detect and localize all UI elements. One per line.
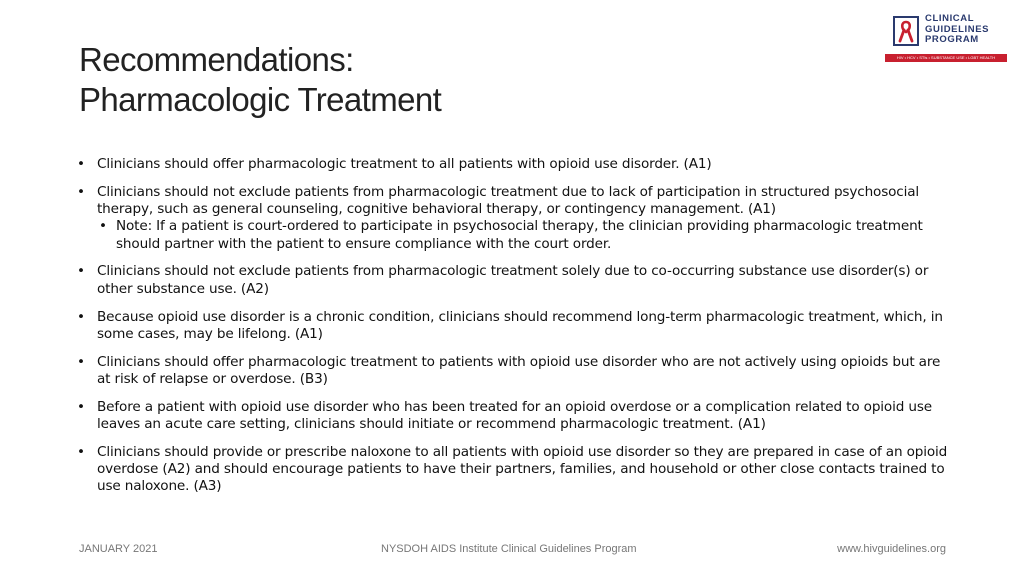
list-item bbox=[77, 399, 957, 434]
recommendation-list bbox=[77, 156, 957, 506]
bullet-icon: • bbox=[77, 443, 85, 460]
bullet-text: Before a patient with opioid use disorder who has been treated for an opioid overdose or a complication related to opioid use leaves an acute care setting, clinicians should initiate or recommend pharmacologic treatment. (A1) bbox=[97, 398, 932, 433]
bullet-text: Clinicians should offer pharmacologic treatment to all patients with opioid use disorder. (A1) bbox=[97, 156, 712, 172]
logo-line-2: GUIDELINES bbox=[925, 23, 990, 35]
clinical-guidelines-logo bbox=[885, 14, 1009, 64]
red-ribbon-icon bbox=[893, 16, 919, 46]
bullet-icon: • bbox=[77, 353, 85, 370]
logo-line-3: PROGRAM bbox=[925, 34, 979, 45]
bullet-icon: • bbox=[77, 263, 85, 280]
sub-bullet-text: Note: If a patient is court-ordered to participate in psychosocial therapy, the clinician providing pharmacologic treatment should partner with the patient to ensure compliance with the court order. bbox=[116, 218, 923, 252]
list-item bbox=[77, 354, 957, 389]
list-item bbox=[77, 444, 957, 496]
title-line-2: Pharmacologic Treatment bbox=[79, 81, 442, 118]
bullet-icon: • bbox=[77, 308, 85, 325]
bullet-icon: • bbox=[77, 398, 85, 415]
bullet-text: Clinicians should not exclude patients from pharmacologic treatment solely due to co-occurring substance use disorder(s) or other substance use. (A2) bbox=[97, 263, 929, 297]
footer-date: JANUARY 2021 bbox=[79, 543, 158, 555]
logo-tagline: HIV • HCV • STIs • SUBSTANCE USE • LGBT HEALTH bbox=[885, 54, 1007, 62]
footer-program: NYSDOH AIDS Institute Clinical Guidelines Program bbox=[381, 543, 637, 555]
bullet-icon: • bbox=[77, 183, 85, 200]
list-item bbox=[77, 263, 957, 298]
bullet-icon: • bbox=[77, 156, 85, 172]
list-item bbox=[77, 309, 957, 344]
bullet-text: Clinicians should offer pharmacologic treatment to patients with opioid use disorder who are not actively using opioids but are at risk of relapse or overdose. (B3) bbox=[97, 353, 941, 387]
list-item bbox=[77, 156, 957, 173]
logo-line-1: CLINICAL bbox=[925, 13, 975, 24]
list-item bbox=[77, 184, 957, 253]
slide-title bbox=[79, 40, 779, 120]
bullet-text: Clinicians should provide or prescribe naloxone to all patients with opioid use disorder so they are prepared in case of an opioid overdose (A2) and should encourage patients to have their partners, families, and household or other close contacts trained to use naloxone. (A3) bbox=[97, 443, 948, 495]
title-line-1: Recommendations: bbox=[79, 41, 354, 78]
bullet-text: Clinicians should not exclude patients from pharmacologic treatment due to lack of participation in structured psychosocial therapy, such as general counseling, cognitive behavioral therapy, or contingency management. (A1) bbox=[97, 183, 920, 218]
logo-wordmark bbox=[925, 14, 989, 46]
footer-url: www.hivguidelines.org bbox=[837, 543, 946, 555]
sub-bullet-icon: • bbox=[99, 218, 107, 235]
bullet-text: Because opioid use disorder is a chronic condition, clinicians should recommend long-term pharmacologic treatment, which, in some cases, may be lifelong. (A1) bbox=[97, 308, 943, 342]
sub-list-item bbox=[77, 218, 957, 253]
